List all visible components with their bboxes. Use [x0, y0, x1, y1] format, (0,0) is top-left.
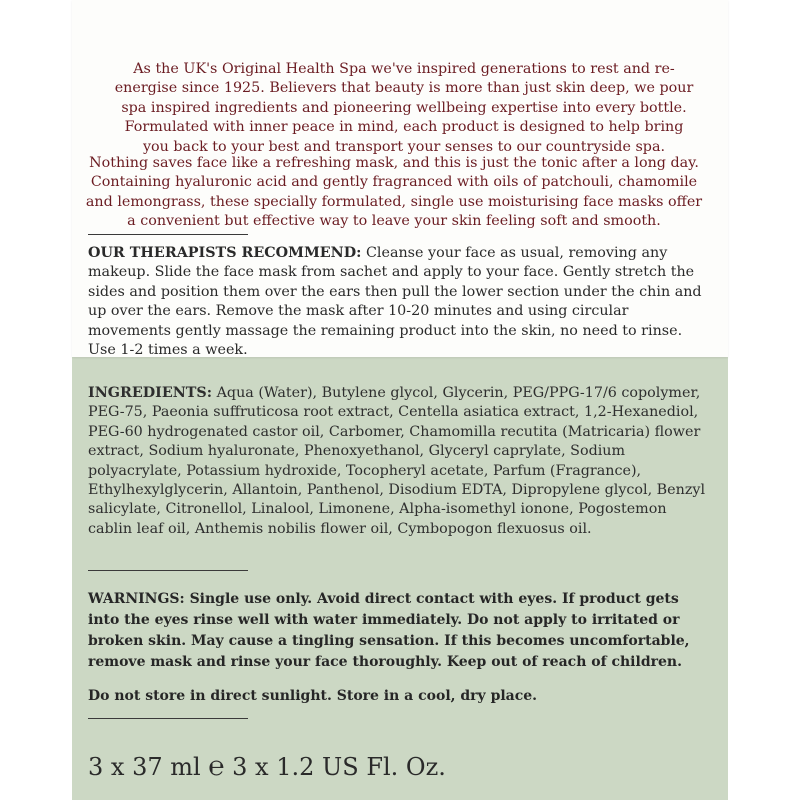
intro-paragraph: As the UK's Original Health Spa we've inspired generations to rest and re-energise since 1925. Believers that beauty is more than just skin deep, we pour spa inspired ingredients and pioneering wellbeing expertise into every bottle. Formulated with inner peace in mind, each product is designed to help bring you back to your best and transport your senses to our countryside spa.	[114, 61, 694, 155]
recommend-heading: OUR THERAPISTS RECOMMEND:	[88, 245, 362, 261]
ingredients-section	[88, 384, 714, 539]
net-volume	[88, 752, 648, 782]
recommend-text: Cleanse your face as usual, removing any makeup. Slide the face mask from sachet and apply to your face. Gently stretch the sides and position them over the ears then pull the lower section under the chin and up over the ears. Remove the mask after 10-20 minutes and using circular movements gently massage the remaining product into the skin, no need to rinse. Use 1-2 times a week.	[88, 245, 702, 359]
volume-metric: 3 x 37 ml	[88, 753, 201, 781]
ingredients-text: Aqua (Water), Butylene glycol, Glycerin, PEG/PPG-17/6 copolymer, PEG-75, Paeonia suffruticosa root extract, Centella asiatica extract, 1,2-Hexanediol, PEG-60 hydrogenated castor oil, Carbomer, Chamomilla recutita (Matricaria) flower extract, Sodium hyaluronate, Phenoxyethanol, Glyceryl caprylate, Sodium polyacrylate, Potassium hydroxide, Tocopheryl acetate, Parfum (Fragrance), Ethylhexylglycerin, Allantoin, Panthenol, Disodium EDTA, Dipropylene glycol, Benzyl salicylate, Citronellol, Linalool, Limonene, Alpha-isomethyl ionone, Pogostemon cablin leaf oil, Anthemis nobilis flower oil, Cymbopogon flexuosus oil.	[88, 385, 706, 537]
volume-imperial: 3 x 1.2 US Fl. Oz.	[232, 753, 446, 781]
storage-instructions: Do not store in direct sunlight. Store in a cool, dry place.	[88, 688, 538, 704]
ingredients-heading: INGREDIENTS:	[88, 385, 213, 401]
estimated-sign-icon: ℮	[208, 751, 225, 782]
mask-description-paragraph: Nothing saves face like a refreshing mask, and this is just the tonic after a long day. Containing hyaluronic acid and gently fragranced with oils of patchouli, chamomile and lemongrass, these specially formulated, single use moisturising face masks offer a convenient but effective way to leave your skin feeling soft and smooth.	[85, 155, 703, 230]
divider-rule	[88, 570, 248, 571]
warnings-section: WARNINGS: Single use only. Avoid direct contact with eyes. If product gets into the eyes rinse well with water immediately. Do not apply to irritated or broken skin. May cause a tingling sensation. If this becomes uncomfortable, remove mask and rinse your face thoroughly. Keep out of reach of children.	[88, 591, 690, 670]
divider-rule	[88, 234, 248, 235]
therapists-recommend-section	[88, 244, 710, 360]
divider-rule	[88, 718, 248, 719]
